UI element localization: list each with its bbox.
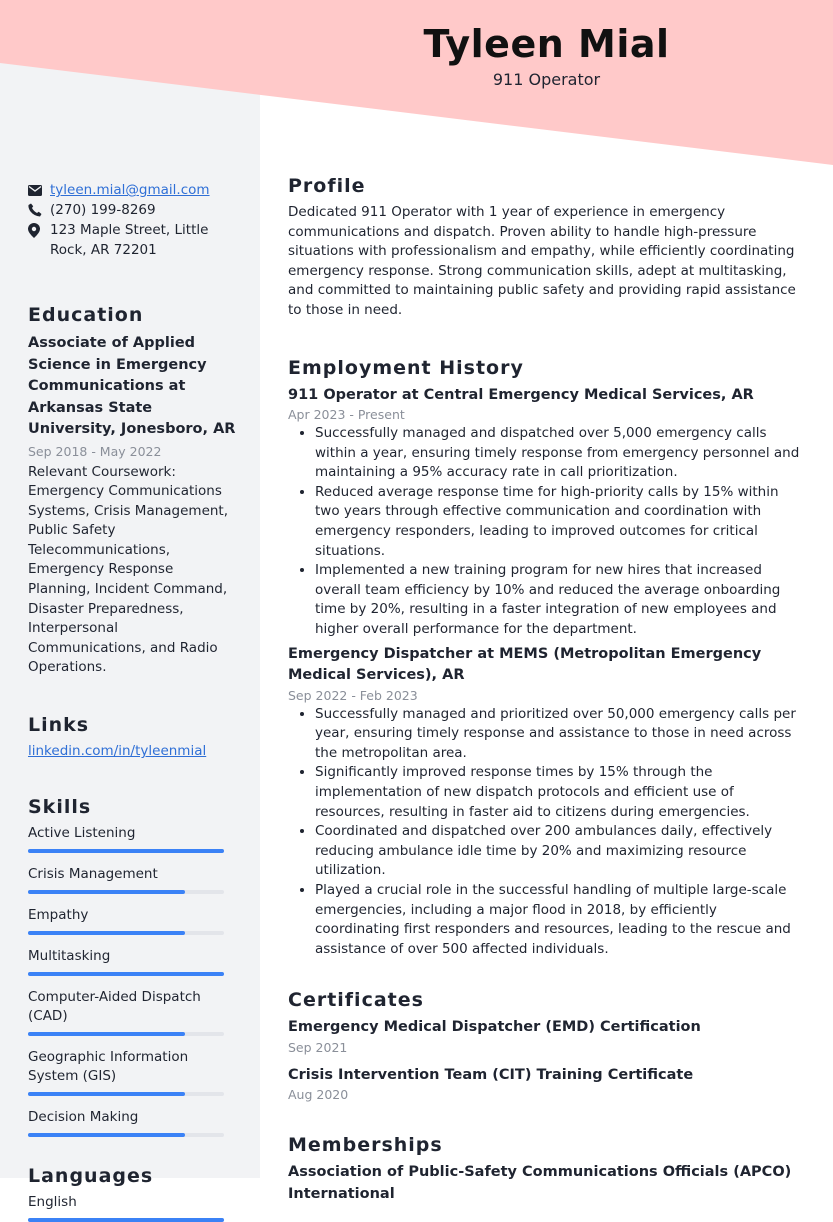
language-item [28, 1193, 238, 1222]
candidate-name: Tyleen Mial [423, 22, 670, 66]
linkedin-link[interactable]: linkedin.com/in/tyleenmial [28, 743, 207, 760]
employment-list [288, 385, 803, 960]
sidebar [28, 180, 238, 1222]
job-bullet: • Significantly improved response times by 15% through the implementation of new dispatch protocols and efficient use of resources, resulting in faster aid to citizens during emergencies. [315, 763, 803, 822]
job-bullets [288, 705, 803, 960]
language-name: English [28, 1193, 77, 1210]
contact-address-row [28, 220, 238, 260]
languages-heading: Languages [28, 1164, 154, 1187]
job-bullet: • Reduced average response time for high-priority calls by 15% within two years through effective communication and coordination with emergency responders, leading to improved outcomes for critical situations. [315, 483, 803, 561]
certificate-title: Emergency Medical Dispatcher (EMD) Certification [288, 1019, 701, 1036]
skill-name: Multitasking [28, 947, 111, 964]
skill-item [28, 988, 238, 1036]
job-title: 911 Operator at Central Emergency Medical Services, AR [288, 386, 754, 403]
memberships-list [288, 1162, 803, 1205]
skill-item [28, 1048, 238, 1096]
membership-title: Association of Public-Safety Communications Officials (APCO) International [288, 1164, 792, 1202]
job-bullet: • Played a crucial role in the successful handling of multiple large-scale emergencies, including a major flood in 2018, by efficiently coordinating first responders and resources, leading to the rescue and assistance of over 500 affected individuals. [315, 881, 803, 959]
skill-name: Empathy [28, 906, 89, 923]
contact-phone-row [28, 200, 238, 220]
skill-level-bar [28, 931, 224, 935]
certificate-entry [288, 1017, 803, 1057]
main-content [288, 175, 803, 1205]
skill-name: Active Listening [28, 824, 136, 841]
education-coursework: Relevant Coursework: Emergency Communications Systems, Crisis Management, Public Safety Telecommunications, Emergency Response Planning, Incident Command, Disaster Preparedness, Interpersonal Communications, and Radio Operations. [28, 463, 229, 676]
skill-item [28, 1108, 238, 1137]
language-level-fill [28, 1218, 224, 1222]
job-dates: Apr 2023 - Present [288, 407, 405, 423]
education-heading: Education [28, 304, 144, 326]
skill-level-fill [28, 1133, 185, 1137]
employment-heading: Employment History [288, 356, 524, 379]
skill-level-bar [28, 849, 224, 853]
skill-level-fill [28, 1092, 185, 1096]
links-heading: Links [28, 714, 90, 737]
skills-list [28, 824, 238, 1137]
certificate-date: Sep 2021 [288, 1039, 348, 1055]
phone-icon [28, 200, 50, 220]
skill-level-bar [28, 1092, 224, 1096]
skill-level-fill [28, 972, 224, 976]
profile-text: Dedicated 911 Operator with 1 year of experience in emergency communications and dispatch. Proven ability to handle high-pressure situations with professionalism and empathy, while efficiently coordinating emergency response. Strong communication skills, adept at multitasking, and committed to maintaining public safety and providing rapid assistance to those in need. [288, 204, 796, 318]
certificate-title: Crisis Intervention Team (CIT) Training Certificate [288, 1066, 694, 1083]
skill-level-bar [28, 1133, 224, 1137]
job-bullet: • Successfully managed and dispatched over 5,000 emergency calls within a year, ensuring timely response from emergency personnel and maintaining a 95% accuracy rate in call prioritization. [315, 424, 803, 483]
skill-item [28, 906, 238, 935]
certificates-heading: Certificates [288, 989, 424, 1012]
skill-level-bar [28, 972, 224, 976]
job-entry [288, 385, 803, 640]
education-dates: Sep 2018 - May 2022 [28, 443, 162, 459]
memberships-heading: Memberships [288, 1134, 443, 1157]
languages-list [28, 1193, 238, 1222]
skill-level-fill [28, 890, 185, 894]
skill-item [28, 947, 238, 976]
certificate-date: Aug 2020 [288, 1087, 349, 1103]
envelope-icon [28, 180, 50, 200]
profile-heading: Profile [288, 175, 366, 197]
job-bullets [288, 424, 803, 640]
contact-email-row [28, 180, 238, 200]
candidate-job-title: 911 Operator [492, 70, 601, 89]
job-dates: Sep 2022 - Feb 2023 [288, 687, 418, 703]
job-bullet: • Implemented a new training program for new hires that increased overall team efficiency by 10% and reduced the average onboarding time by 20%, resulting in a faster integration of new employees and higher overall performance for the department. [315, 561, 803, 639]
skill-name: Decision Making [28, 1108, 139, 1125]
skill-name: Crisis Management [28, 865, 158, 882]
address: 123 Maple Street, Little Rock, AR 72201 [50, 222, 209, 258]
skill-level-bar [28, 1032, 224, 1036]
job-bullet: • Coordinated and dispatched over 200 ambulances daily, effectively reducing ambulance idle time by 20% and maximizing resource utilization. [315, 822, 803, 881]
email-link[interactable]: tyleen.mial@gmail.com [50, 182, 210, 198]
skills-heading: Skills [28, 795, 92, 818]
skill-level-bar [28, 890, 224, 894]
job-title: Emergency Dispatcher at MEMS (Metropolitan Emergency Medical Services), AR [288, 645, 762, 684]
skill-level-fill [28, 849, 224, 853]
job-entry [288, 644, 803, 960]
skill-item [28, 824, 238, 853]
language-level-bar [28, 1218, 224, 1222]
skill-level-fill [28, 931, 185, 935]
map-pin-icon [28, 220, 50, 240]
skill-level-fill [28, 1032, 185, 1036]
skill-item [28, 865, 238, 894]
phone-number: (270) 199-8269 [50, 202, 156, 218]
certificate-entry [288, 1065, 803, 1105]
certificates-list [288, 1017, 803, 1104]
education-degree: Associate of Applied Science in Emergency Communications at Arkansas State University, Jonesboro, AR [28, 335, 236, 437]
skill-name: Computer-Aided Dispatch (CAD) [28, 988, 201, 1024]
job-bullet: • Successfully managed and prioritized over 50,000 emergency calls per year, ensuring timely response and assistance to those in need across the metropolitan area. [315, 705, 803, 764]
skill-name: Geographic Information System (GIS) [28, 1048, 189, 1084]
